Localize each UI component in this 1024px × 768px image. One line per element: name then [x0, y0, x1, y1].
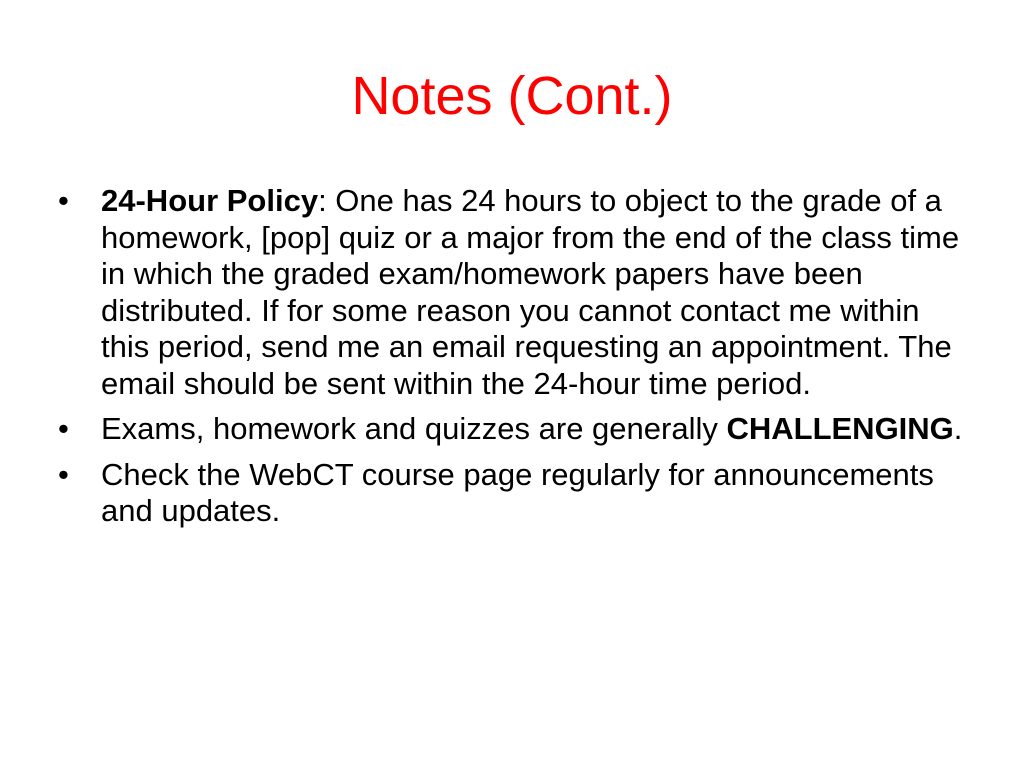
webct-text: Check the WebCT course page regularly for announcements and updates. [101, 456, 934, 528]
bullet-item-webct [58, 457, 968, 530]
policy-heading: 24-Hour Policy [101, 183, 319, 218]
bullet-dot-icon: • [58, 411, 69, 446]
challenging-emphasis: CHALLENGING [726, 411, 954, 446]
bullet-dot-icon: • [58, 456, 69, 492]
bullet-dot-icon: • [58, 183, 69, 218]
bullet-item-policy [58, 183, 968, 402]
policy-text: : One has 24 hours to object to the grade of a homework, [pop] quiz or a major from the end of the class time in which the graded exam/homework papers have been distributed. If for some reason you cannot contact me within this period, send me an email requesting an appointment. The email should be sent within the 24-hour time period. [101, 183, 960, 401]
bullet-list [58, 183, 968, 539]
challenging-period: . [953, 411, 963, 446]
slide-title: Notes (Cont.) [351, 66, 673, 126]
bullet-item-challenging [58, 411, 968, 448]
challenging-text: Exams, homework and quizzes are generally [101, 411, 727, 446]
